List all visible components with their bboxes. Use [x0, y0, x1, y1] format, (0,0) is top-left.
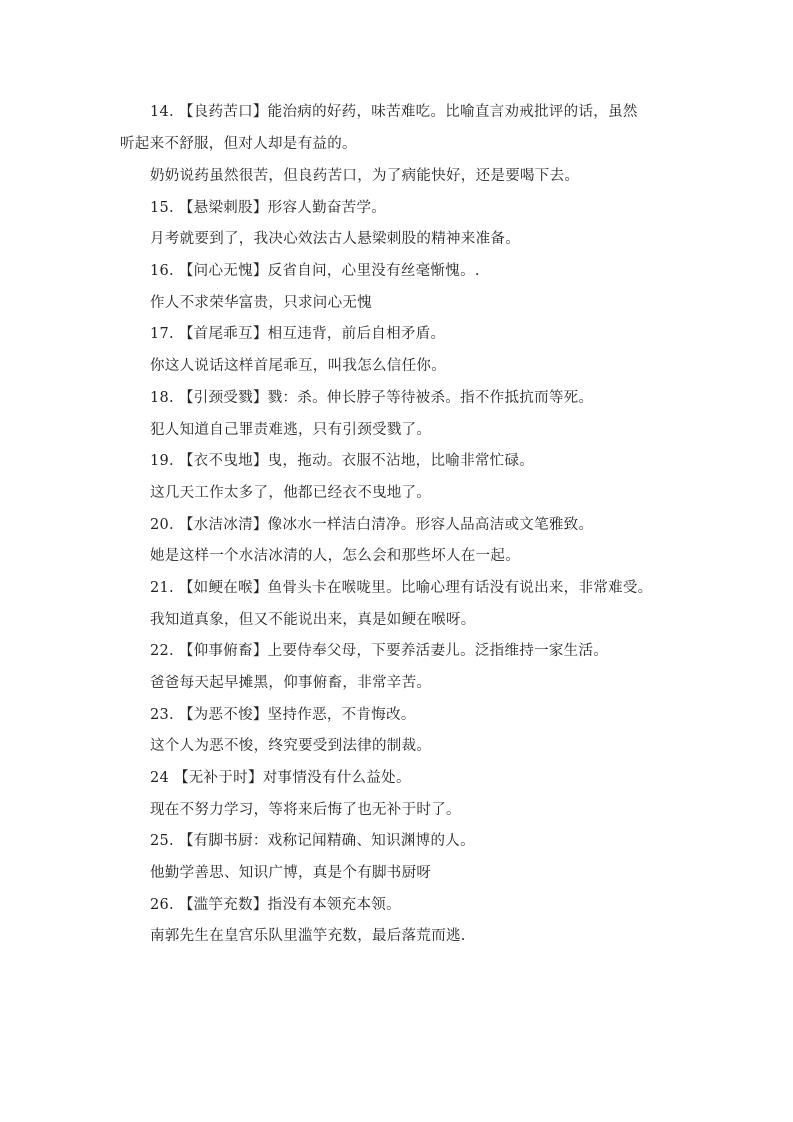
entry-16-definition: 16. 【问心无愧】反省自问，心里没有丝毫惭愧。.	[150, 263, 480, 279]
entry-20-definition: 20. 【水洁冰清】像冰水一样洁白清净。形容人品高洁或文笔雅致。	[150, 517, 594, 533]
entry-20-example: 她是这样一个水洁冰清的人，怎么会和那些坏人在一起。	[150, 548, 520, 564]
entry-22-example: 爸爸每天起早摊黑，仰事俯畜，非常辛苦。	[150, 675, 432, 691]
entry-26-example: 南郭先生在皇宫乐队里滥竽充数，最后落荒而逃.	[150, 928, 466, 944]
entry-18-example: 犯人知道自己罪责难逃，只有引颈受戮了。	[150, 422, 432, 438]
entry-23-example: 这个人为恶不悛，终究要受到法律的制裁。	[150, 738, 432, 754]
entry-24-definition: 24 【无补于时】对事情没有什么益处。	[150, 770, 411, 786]
entry-14-definition-continued: 听起来不舒服，但对人却是有益的。	[120, 136, 357, 152]
entry-17-example: 你这人说话这样首尾乖互，叫我怎么信任你。	[150, 358, 446, 374]
entry-23-definition: 23. 【为恶不悛】坚持作恶，不肯悔改。	[150, 707, 416, 723]
entry-24-example: 现在不努力学习，等将来后悔了也无补于时了。	[150, 802, 461, 818]
entry-25-definition: 25. 【有脚书厨：戏称记闻精确、知识渊博的人。	[150, 833, 475, 849]
entry-22-definition: 22. 【仰事俯畜】上要侍奉父母，下要养活妻儿。泛指维持一家生活。	[150, 643, 609, 659]
entry-17-definition: 17. 【首尾乖互】相互违背，前后自相矛盾。	[150, 326, 446, 342]
entry-15-definition: 15. 【悬梁刺股】形容人勤奋苦学。	[150, 200, 387, 216]
entry-21-definition: 21. 【如鲠在喉】鱼骨头卡在喉咙里。比喻心理有话没有说出来，非常难受。	[150, 580, 653, 596]
entry-18-definition: 18. 【引颈受戮】戮：杀。伸长脖子等待被杀。指不作抵抗而等死。	[150, 390, 594, 406]
entry-15-example: 月考就要到了，我决心效法古人悬梁刺股的精神来准备。	[150, 231, 520, 247]
entry-14-definition: 14. 【良药苦口】能治病的好药，味苦难吃。比喻直言劝戒批评的话，虽然	[150, 104, 638, 120]
entry-16-example: 作人不求荣华富贵，只求问心无愧	[150, 295, 372, 311]
entry-14-example: 奶奶说药虽然很苦，但良药苦口，为了病能快好，还是要喝下去。	[150, 168, 580, 184]
entry-21-example: 我知道真象，但又不能说出来，真是如鲠在喉呀。	[150, 612, 476, 628]
entry-19-example: 这几天工作太多了，他都已经衣不曳地了。	[150, 485, 432, 501]
entry-19-definition: 19. 【衣不曳地】曳，拖动。衣服不沾地，比喻非常忙碌。	[150, 453, 535, 469]
entry-26-definition: 26. 【滥竽充数】指没有本领充本领。	[150, 897, 401, 913]
entry-25-example: 他勤学善思、知识广博，真是个有脚书厨呀	[150, 865, 432, 881]
